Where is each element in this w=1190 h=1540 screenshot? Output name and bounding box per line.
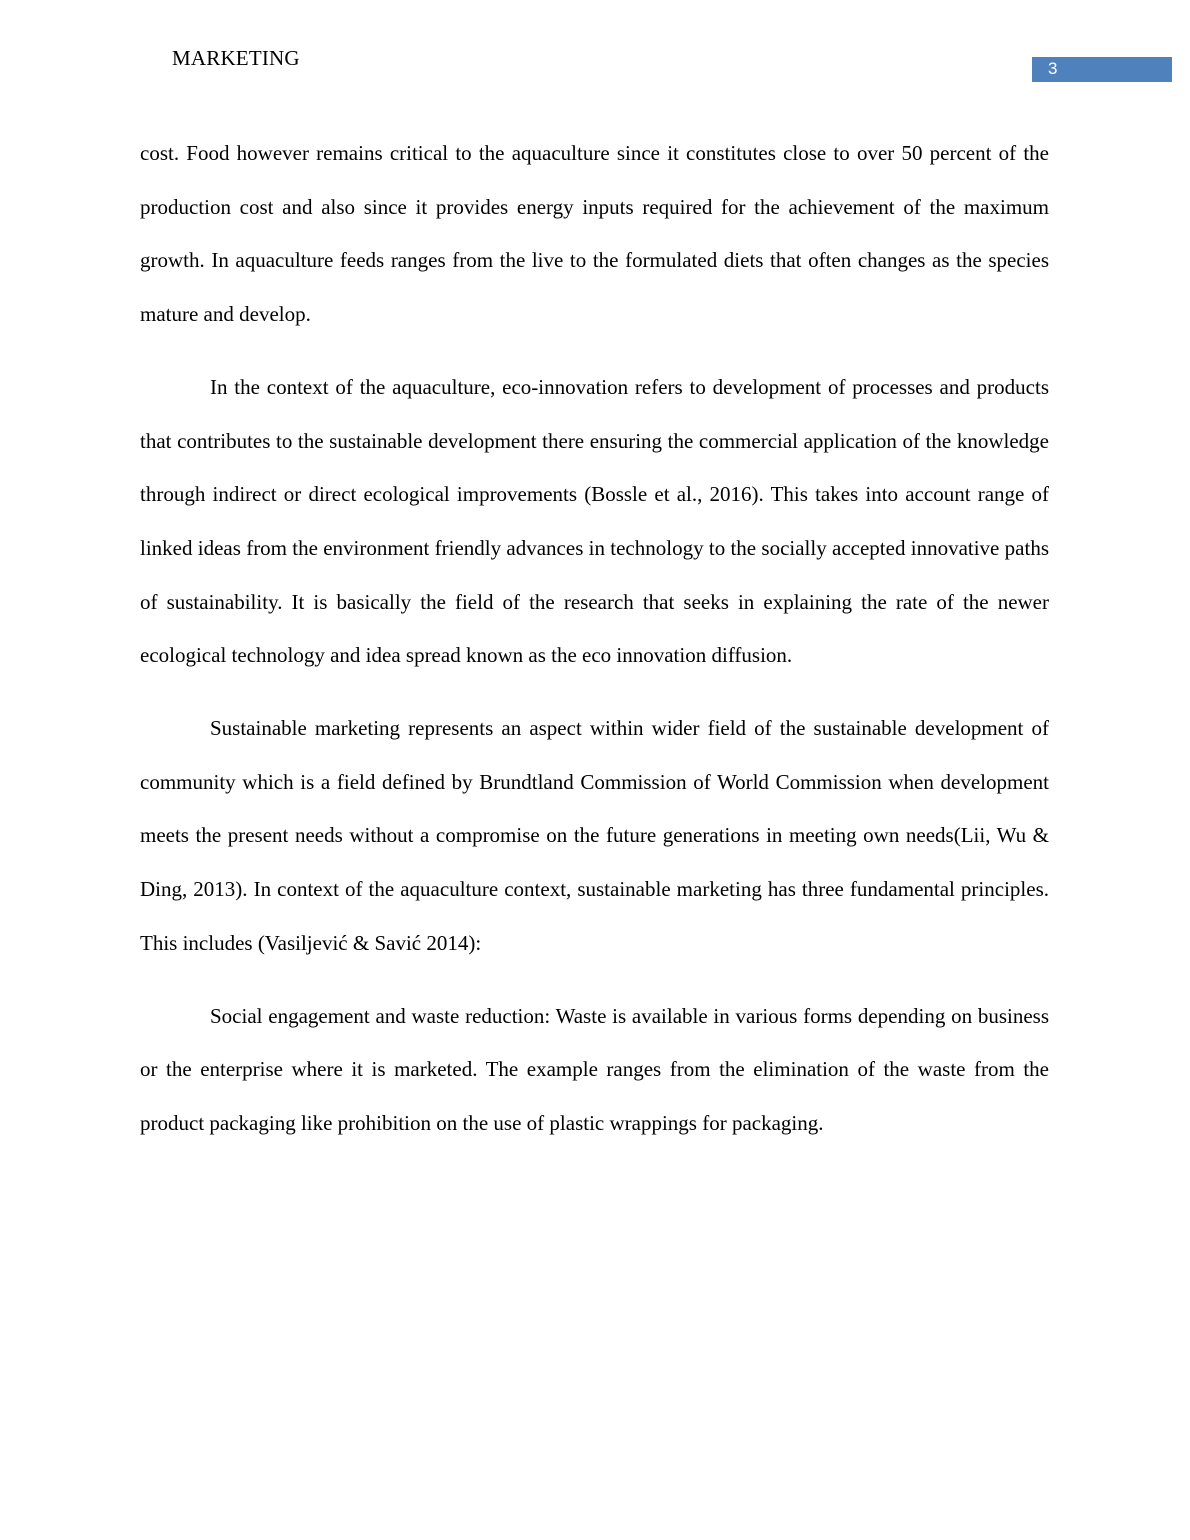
running-header-title: MARKETING [172, 46, 300, 70]
page-number: 3 [1048, 59, 1058, 78]
page-number-bar [1032, 57, 1172, 82]
paragraph-1: cost. Food however remains critical to the aquaculture since it constitutes close to over 50 percent of the production cost and also since it provides energy inputs required for the achievement of the maximum growth. In aquaculture feeds ranges from the live to the formulated diets that often changes as the species mature and develop. [140, 141, 1049, 327]
document-body [140, 127, 1049, 1170]
paragraph-4: Social engagement and waste reduction: Waste is available in various forms depending on business or the enterprise where it is marketed. The example ranges from the elimination of the waste from the product packaging like prohibition on the use of plastic wrappings for packaging. [140, 1003, 1049, 1135]
paragraph-2: In the context of the aquaculture, eco-innovation refers to development of processes and products that contributes to the sustainable development there ensuring the commercial application of the knowledge through indirect or direct ecological improvements (Bossle et al., 2016). This takes into account range of linked ideas from the environment friendly advances in technology to the socially accepted innovative paths of sustainability. It is basically the field of the research that seeks in explaining the rate of the newer ecological technology and idea spread known as the eco innovation diffusion. [140, 374, 1049, 668]
paragraph-3: Sustainable marketing represents an aspect within wider field of the sustainable development of community which is a field defined by Brundtland Commission of World Commission when development meets the present needs without a compromise on the future generations in meeting own needs(Lii, Wu & Ding, 2013). In context of the aquaculture context, sustainable marketing has three fundamental principles. This includes (Vasiljević & Savić 2014): [140, 716, 1049, 955]
